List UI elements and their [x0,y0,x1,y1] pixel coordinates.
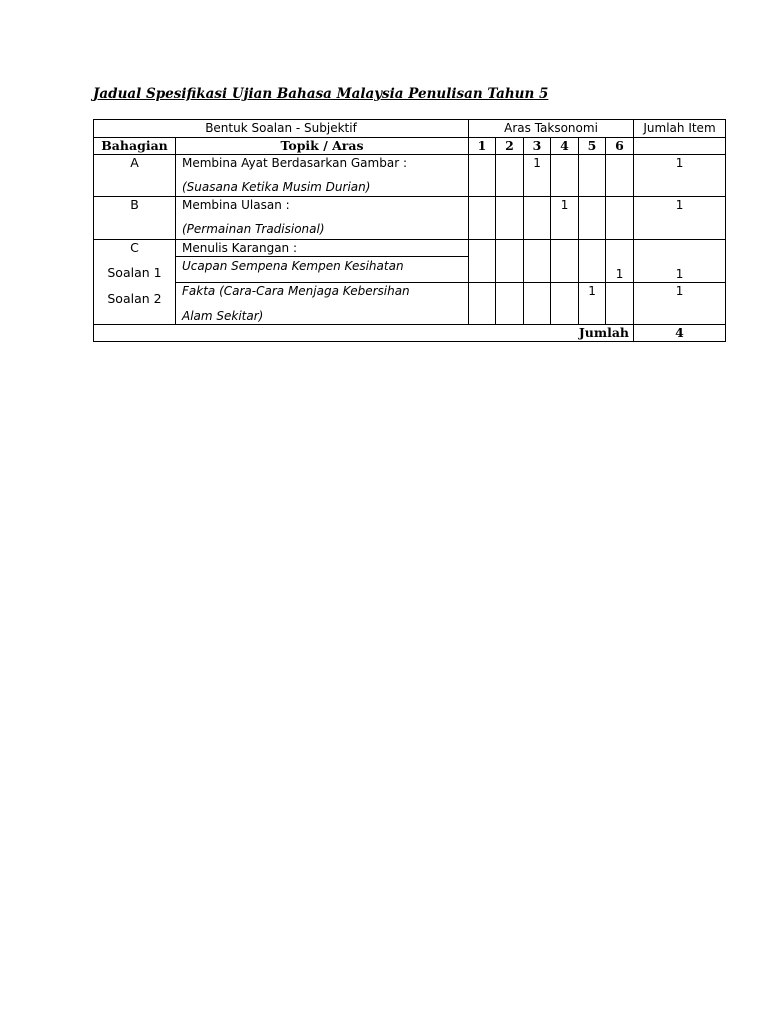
topic-a-title: Membina Ayat Berdasarkan Gambar : [182,156,407,170]
header-level-5: 5 [579,138,606,155]
topic-a-sub: (Suasana Ketika Musim Durian) [182,180,371,194]
specification-table [93,119,726,342]
header-bahagian: Bahagian [94,138,176,155]
document-title: Jadual Spesifikasi Ujian Bahasa Malaysia Penulisan Tahun 5 [93,86,549,102]
c1-level-6: 1 [606,240,634,283]
b-level-4: 1 [551,197,579,240]
header-level-2: 2 [496,138,524,155]
topic-b-title: Membina Ulasan : [182,198,290,212]
header-level-6: 6 [606,138,634,155]
jumlah-label: Jumlah [469,325,634,342]
header-level-4: 4 [551,138,579,155]
topic-a [176,155,469,197]
bahagian-c-letter: C [130,240,139,255]
table-row [94,283,726,325]
topic-c1-sub: Ucapan Sempena Kempen Kesihatan [182,259,404,273]
table-row [94,240,726,283]
a-level-3: 1 [524,155,551,197]
topic-c2-line1: Fakta (Cara-Cara Menjaga Kebersihan [182,284,410,298]
table-row [94,155,726,197]
bahagian-c [94,240,176,325]
topic-b-sub: (Permainan Tradisional) [182,222,325,236]
b-total: 1 [634,197,726,240]
topic-c-title: Menulis Karangan : [182,241,298,255]
soalan-1-label: Soalan 1 [107,265,162,280]
jumlah-total: 4 [634,325,726,342]
bahagian-a: A [94,155,176,197]
soalan-2-label: Soalan 2 [107,291,162,306]
topic-c2 [176,283,469,325]
a-total: 1 [634,155,726,197]
topic-b [176,197,469,240]
header-level-3: 3 [524,138,551,155]
header-topik: Topik / Aras [176,138,469,155]
c1-total: 1 [634,240,726,283]
c2-total: 1 [634,283,726,325]
topic-c2-line2: Alam Sekitar) [182,309,264,323]
topic-c1 [176,240,469,283]
header-jumlah-item: Jumlah Item [634,120,726,138]
bahagian-b: B [94,197,176,240]
c2-level-5: 1 [579,283,606,325]
header-empty [634,138,726,155]
header-level-1: 1 [469,138,496,155]
header-bentuk: Bentuk Soalan - Subjektif [94,120,469,138]
table-row [94,197,726,240]
header-aras: Aras Taksonomi [469,120,634,138]
